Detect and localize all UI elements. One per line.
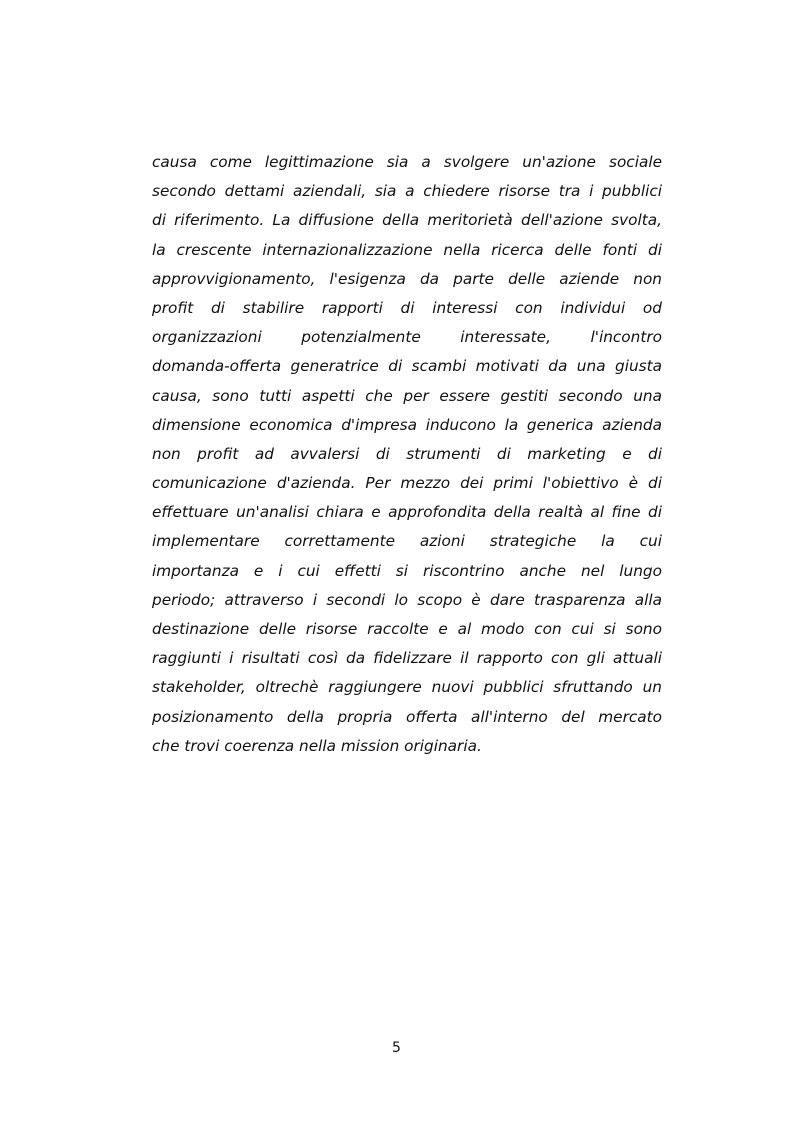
- text-line: stakeholder, oltrechè raggiungere nuovi pubblici sfruttando un: [152, 678, 662, 697]
- text-line: periodo; attraverso i secondi lo scopo è dare trasparenza alla: [152, 590, 662, 609]
- text-line: causa, sono tutti aspetti che per essere gestiti secondo una: [152, 386, 662, 405]
- body-paragraph: [152, 148, 662, 761]
- text-line: la crescente internazionalizzazione nella ricerca delle fonti di: [152, 240, 662, 259]
- text-line: profit di stabilire rapporti di interessi con individui od: [152, 298, 662, 317]
- text-line: posizionamento della propria offerta all'interno del mercato: [152, 707, 662, 726]
- text-line: comunicazione d'azienda. Per mezzo dei primi l'obiettivo è di: [152, 474, 662, 493]
- text-line: importanza e i cui effetti si riscontrino anche nel lungo: [152, 561, 662, 580]
- text-line: effettuare un'analisi chiara e approfondita della realtà al fine di: [152, 503, 662, 522]
- text-line: raggiunti i risultati così da fidelizzare il rapporto con gli attuali: [152, 649, 662, 668]
- page-number: 5: [392, 1040, 401, 1056]
- text-line: non profit ad avvalersi di strumenti di marketing e di: [152, 444, 662, 463]
- text-line: organizzazioni potenzialmente interessate, l'incontro: [152, 328, 662, 347]
- text-line: dimensione economica d'impresa inducono la generica azienda: [152, 415, 662, 434]
- text-line: causa come legittimazione sia a svolgere un'azione sociale: [152, 153, 662, 171]
- text-line: approvvigionamento, l'esigenza da parte delle aziende non: [152, 269, 662, 288]
- text-line: implementare correttamente azioni strategiche la cui: [152, 532, 662, 551]
- text-line: destinazione delle risorse raccolte e al modo con cui si sono: [152, 620, 662, 638]
- text-line: che trovi coerenza nella mission originaria.: [152, 736, 482, 755]
- text-line: domanda-offerta generatrice di scambi motivati da una giusta: [152, 357, 662, 376]
- text-line: secondo dettami aziendali, sia a chiedere risorse tra i pubblici: [152, 182, 662, 201]
- text-line: di riferimento. La diffusione della meritorietà dell'azione svolta,: [152, 211, 662, 230]
